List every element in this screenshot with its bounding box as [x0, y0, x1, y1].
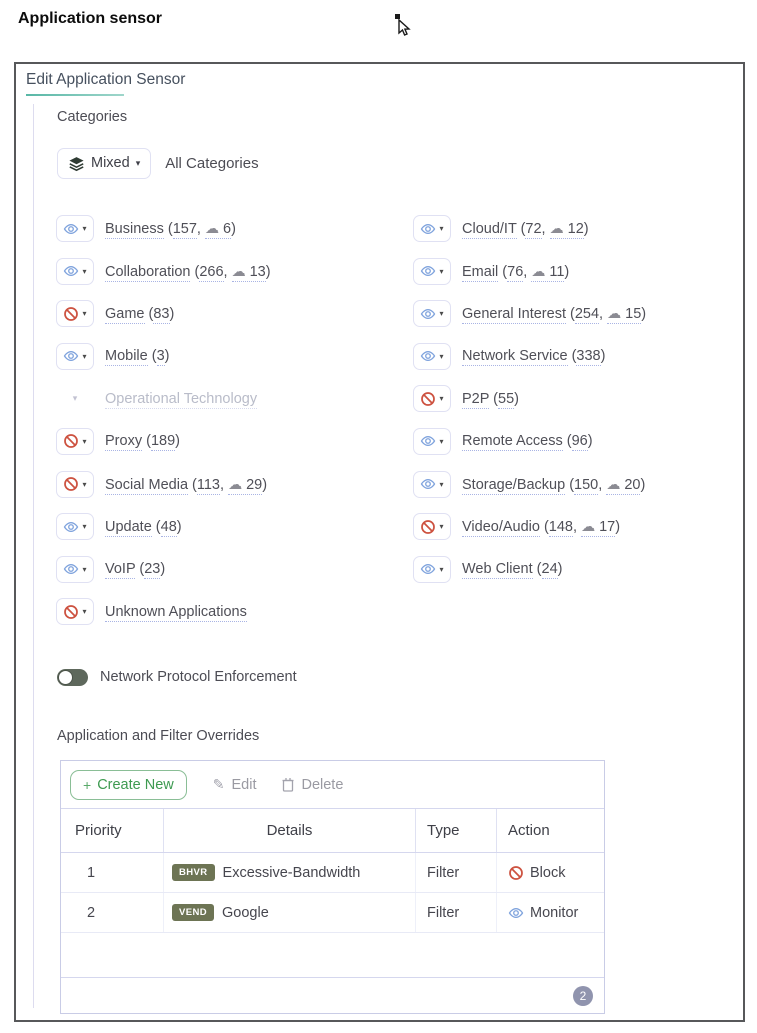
- category-name: Email: [462, 263, 499, 280]
- mixed-mode-dropdown-button[interactable]: [57, 148, 151, 179]
- monitor-eye-icon: [420, 476, 436, 492]
- category-action-dropdown-button[interactable]: [56, 556, 94, 583]
- table-row[interactable]: [61, 893, 604, 933]
- category-row: [56, 299, 401, 328]
- category-cloud-count: ☁ 12: [549, 220, 584, 237]
- cloud-icon: ☁: [549, 220, 564, 236]
- chevron-down-icon: ▾: [439, 266, 444, 276]
- category-name: General Interest: [462, 306, 566, 323]
- category-label[interactable]: Update (48): [105, 518, 182, 535]
- network-protocol-enforcement-toggle[interactable]: [57, 669, 88, 686]
- monitor-eye-icon: [420, 433, 436, 449]
- category-name: Video/Audio: [462, 519, 540, 536]
- action-text: Block: [530, 864, 566, 881]
- monitor-eye-icon: [420, 221, 436, 237]
- cloud-icon: ☁: [228, 475, 243, 492]
- category-label[interactable]: Game (83): [105, 305, 175, 322]
- chevron-down-icon: ▾: [82, 607, 87, 617]
- overrides-table-empty-space: [61, 933, 604, 977]
- pencil-icon: ✎: [212, 776, 225, 792]
- cell-priority: 2: [61, 893, 164, 932]
- monitor-eye-icon: [63, 519, 79, 535]
- column-header-priority[interactable]: Priority: [61, 809, 164, 852]
- cell-priority: 1: [61, 853, 164, 892]
- chevron-down-icon: ▾: [439, 224, 444, 233]
- overrides-table: [60, 760, 605, 1014]
- category-row: [56, 427, 401, 456]
- category-app-count: 148: [548, 519, 573, 536]
- category-name: Cloud/IT: [462, 221, 517, 237]
- category-name: Collaboration: [105, 263, 191, 280]
- category-action-dropdown-button[interactable]: [413, 258, 451, 285]
- category-action-dropdown-button[interactable]: [413, 556, 451, 583]
- cell-type: Filter: [416, 893, 497, 932]
- category-cloud-count: ☁ 6: [204, 220, 232, 237]
- cell-type: Filter: [416, 853, 497, 892]
- category-action-dropdown-button[interactable]: [56, 598, 94, 625]
- monitor-eye-icon: [63, 348, 79, 364]
- category-name: Network Service: [462, 348, 568, 365]
- category-app-count: 83: [153, 305, 170, 322]
- category-app-count: 3: [156, 348, 165, 365]
- category-row: [413, 214, 733, 243]
- edit-label: Edit: [231, 776, 257, 793]
- category-action-dropdown-button[interactable]: [413, 471, 451, 498]
- category-app-count: 72: [525, 221, 542, 237]
- overrides-table-body: [61, 853, 604, 933]
- chevron-down-icon: ▾: [439, 309, 444, 319]
- category-action-dropdown-button[interactable]: [413, 215, 451, 242]
- edit-application-sensor-panel: [14, 62, 745, 1022]
- layers-icon: [68, 155, 85, 172]
- cloud-icon: ☁: [606, 475, 621, 492]
- overrides-section-label: Application and Filter Overrides: [57, 728, 260, 744]
- chevron-down-icon: ▾: [82, 309, 87, 319]
- block-icon: [63, 476, 79, 492]
- category-cloud-count: ☁ 15: [607, 305, 642, 323]
- delete-button[interactable]: [282, 777, 343, 793]
- chevron-down-icon: ▾: [439, 522, 444, 532]
- category-name: Operational Technology: [105, 390, 258, 407]
- category-name: Remote Access: [462, 433, 563, 450]
- chevron-down-icon: ▾: [439, 436, 444, 446]
- column-header-details[interactable]: Details: [164, 809, 416, 852]
- cloud-icon: ☁: [204, 220, 219, 236]
- category-label[interactable]: General Interest (254, ☁ 15): [462, 305, 647, 323]
- chevron-down-icon: ▾: [82, 266, 87, 276]
- category-action-dropdown-button[interactable]: [56, 428, 94, 455]
- category-label[interactable]: Social Media (113, ☁ 29): [105, 475, 268, 493]
- category-row: [56, 555, 401, 584]
- category-cloud-count: ☁ 20: [606, 475, 641, 493]
- category-name: Web Client: [462, 561, 533, 578]
- category-label[interactable]: Mobile (3): [105, 348, 170, 365]
- categories-section-label: Categories: [57, 109, 128, 125]
- category-row: [413, 427, 733, 456]
- category-cloud-count: ☁ 11: [531, 262, 565, 280]
- category-app-count: 24: [541, 561, 558, 578]
- category-action-dropdown-button[interactable]: [56, 471, 94, 498]
- chevron-down-icon: ▾: [82, 479, 87, 489]
- category-label[interactable]: [105, 604, 247, 620]
- category-row: [413, 555, 733, 584]
- category-app-count: 23: [144, 561, 161, 578]
- category-name: Storage/Backup: [462, 476, 566, 493]
- category-action-dropdown-button[interactable]: [56, 215, 94, 242]
- block-icon: [508, 865, 524, 881]
- category-label[interactable]: Storage/Backup (150, ☁ 20): [462, 475, 646, 493]
- category-label[interactable]: Remote Access (96): [462, 433, 593, 450]
- details-type-badge: BHVR: [172, 864, 215, 881]
- category-name: P2P: [462, 390, 490, 407]
- category-label[interactable]: VoIP (23): [105, 561, 166, 578]
- overrides-toolbar: [61, 761, 604, 808]
- monitor-eye-icon: [508, 905, 524, 921]
- column-header-action[interactable]: Action: [508, 822, 550, 839]
- category-name: Proxy: [105, 433, 143, 450]
- category-label[interactable]: Proxy (189): [105, 433, 180, 450]
- category-row: [56, 384, 401, 413]
- category-label[interactable]: P2P (55): [462, 390, 519, 407]
- monitor-eye-icon: [63, 561, 79, 577]
- category-name: Unknown Applications: [105, 603, 247, 620]
- chevron-down-icon: ▾: [82, 564, 87, 574]
- table-row[interactable]: [61, 853, 604, 893]
- mouse-cursor-icon: [395, 14, 413, 38]
- toggle-knob: [58, 670, 73, 685]
- category-action-dropdown-button[interactable]: [413, 428, 451, 455]
- edit-button[interactable]: [213, 776, 257, 793]
- trash-icon: [282, 777, 294, 792]
- category-name: Mobile: [105, 348, 148, 365]
- category-row: [413, 257, 733, 286]
- category-action-dropdown-button[interactable]: [413, 385, 451, 412]
- monitor-eye-icon: [63, 221, 79, 237]
- categories-column-right: [413, 214, 733, 584]
- category-action-dropdown-button[interactable]: [413, 343, 451, 370]
- chevron-down-icon: ▾: [439, 351, 444, 361]
- monitor-eye-icon: [420, 348, 436, 364]
- category-action-dropdown-button[interactable]: [413, 300, 451, 327]
- block-icon: [63, 306, 79, 322]
- chevron-down-icon: ▾: [439, 479, 444, 489]
- category-app-count: 150: [574, 476, 599, 493]
- chevron-down-icon: ▾: [439, 564, 444, 574]
- category-app-count: 338: [576, 348, 601, 365]
- block-icon: [63, 604, 79, 620]
- category-name: VoIP: [105, 561, 136, 578]
- category-label[interactable]: Email (76, ☁ 11): [462, 262, 570, 280]
- chevron-down-icon: ▾: [82, 351, 87, 361]
- panel-title: Edit Application Sensor: [26, 71, 186, 88]
- category-action-dropdown-button[interactable]: [56, 258, 94, 285]
- chevron-down-icon: ▾: [135, 157, 141, 168]
- mixed-mode-label: Mixed: [91, 155, 130, 171]
- category-row: [413, 512, 733, 541]
- network-protocol-enforcement-row: [57, 665, 297, 689]
- network-protocol-enforcement-label: Network Protocol Enforcement: [100, 669, 297, 685]
- delete-label: Delete: [301, 776, 344, 793]
- chevron-down-icon: ▾: [82, 436, 87, 446]
- category-row: [56, 470, 401, 499]
- category-action-dropdown-button[interactable]: [56, 343, 94, 370]
- chevron-down-icon: ▾: [82, 522, 87, 532]
- category-label[interactable]: Web Client (24): [462, 561, 563, 578]
- category-cloud-count: ☁ 13: [231, 262, 266, 280]
- monitor-eye-icon: [420, 263, 436, 279]
- category-row: [413, 342, 733, 371]
- cell-details: [164, 893, 416, 932]
- categories-summary-text: All Categories: [165, 154, 259, 172]
- category-app-count: 48: [160, 518, 177, 535]
- category-label[interactable]: Cloud/IT (72, ☁ 12): [462, 220, 589, 237]
- cloud-icon: ☁: [607, 305, 622, 322]
- category-name: Game: [105, 305, 145, 322]
- category-label[interactable]: Business (157, ☁ 6): [105, 220, 236, 237]
- monitor-eye-icon: [63, 263, 79, 279]
- column-header-type[interactable]: Type: [416, 809, 497, 852]
- chevron-down-icon: ▾: [72, 393, 78, 404]
- overrides-table-footer: [61, 977, 604, 1013]
- category-name: Business: [105, 221, 164, 237]
- form-indent-guide: [33, 104, 34, 1008]
- plus-icon: +: [83, 776, 92, 793]
- category-row: [56, 597, 401, 626]
- category-app-count: 266: [199, 263, 224, 280]
- cell-action: [497, 893, 604, 932]
- category-name: Social Media: [105, 476, 189, 493]
- details-text: Google: [222, 904, 269, 921]
- category-name: Update: [105, 518, 152, 535]
- create-new-button[interactable]: [70, 770, 187, 800]
- category-app-count: 55: [498, 390, 515, 407]
- categories-column-left: [56, 214, 401, 626]
- cell-action: [497, 853, 604, 892]
- action-text: Monitor: [530, 904, 579, 921]
- monitor-eye-icon: [420, 561, 436, 577]
- details-text: Excessive-Bandwidth: [222, 864, 361, 881]
- overrides-table-header: [61, 808, 604, 853]
- category-label[interactable]: Collaboration (266, ☁ 13): [105, 262, 271, 280]
- category-row: [56, 214, 401, 243]
- category-app-count: 113: [196, 476, 220, 493]
- category-label[interactable]: [105, 391, 257, 407]
- category-label[interactable]: Video/Audio (148, ☁ 17): [462, 518, 621, 536]
- chevron-down-icon: ▾: [439, 394, 444, 404]
- panel-title-accent: [26, 94, 124, 96]
- category-row: [413, 384, 733, 413]
- categories-mode-row: [57, 147, 259, 179]
- details-type-badge: VEND: [172, 904, 214, 921]
- category-row: [56, 342, 401, 371]
- category-row: [413, 299, 733, 328]
- category-cloud-count: ☁ 17: [581, 518, 616, 536]
- cell-details: [164, 853, 416, 892]
- category-action-dropdown-button[interactable]: [56, 300, 94, 327]
- monitor-eye-icon: [420, 306, 436, 322]
- cloud-icon: ☁: [581, 518, 596, 535]
- category-row: [56, 512, 401, 541]
- category-label[interactable]: Network Service (338): [462, 348, 606, 365]
- category-app-count: 76: [507, 263, 524, 280]
- category-cloud-count: ☁ 29: [228, 475, 263, 493]
- block-icon: [63, 433, 79, 449]
- create-new-label: Create New: [97, 776, 174, 793]
- page-title: Application sensor: [18, 10, 163, 27]
- category-action-dropdown-button[interactable]: [413, 513, 451, 540]
- category-row: [413, 470, 733, 499]
- cloud-icon: ☁: [531, 262, 546, 279]
- category-app-count: 157: [172, 221, 197, 237]
- category-action-dropdown-button[interactable]: [56, 513, 94, 540]
- block-icon: [420, 519, 436, 535]
- category-app-count: 254: [574, 306, 600, 323]
- chevron-down-icon: ▾: [82, 224, 87, 233]
- block-icon: [420, 391, 436, 407]
- cloud-icon: ☁: [231, 262, 246, 279]
- category-app-count: 96: [571, 433, 588, 450]
- category-row: [56, 257, 401, 286]
- category-app-count: 189: [150, 433, 176, 450]
- row-count-badge: 2: [573, 986, 593, 1006]
